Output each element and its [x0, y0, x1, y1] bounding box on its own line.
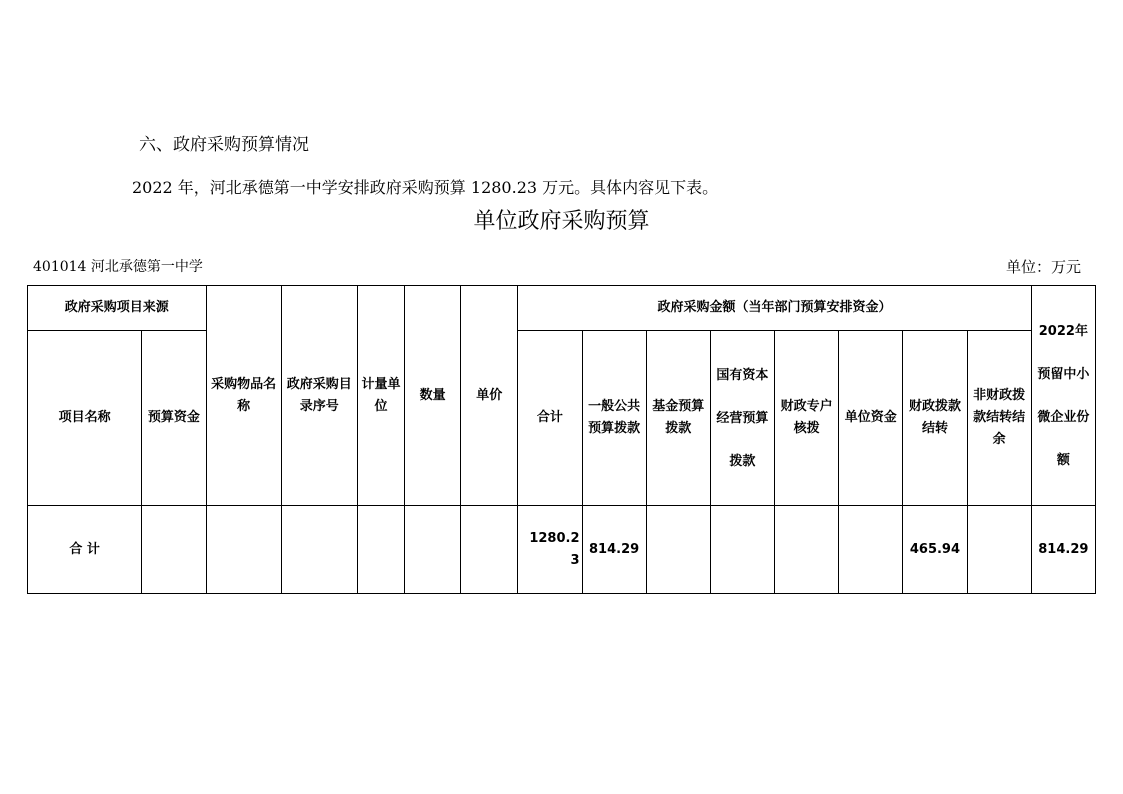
header-unit-fund: 单位资金 — [839, 331, 903, 506]
header-fiscal-special: 财政专户核拨 — [775, 331, 839, 506]
header-unit-price: 单价 — [461, 286, 518, 506]
cell-fiscal-carryover: 465.94 — [903, 506, 967, 594]
header-amount-group: 政府采购金额（当年部门预算安排资金） — [518, 286, 1031, 331]
procurement-budget-table — [27, 285, 1096, 594]
cell-item-name: 合 计 — [28, 506, 142, 594]
cell-quantity — [405, 506, 461, 594]
header-total: 合计 — [518, 331, 582, 506]
header-nonfiscal-carryover: 非财政拨款结转结余 — [967, 331, 1031, 506]
header-goods-name: 采购物品名称 — [206, 286, 281, 506]
cell-goods-name — [206, 506, 281, 594]
header-fiscal-carryover: 财政拨款结转 — [903, 331, 967, 506]
cell-small-business: 814.29 — [1031, 506, 1095, 594]
header-fund-budget: 基金预算拨款 — [646, 331, 710, 506]
cell-general-budget: 814.29 — [582, 506, 646, 594]
unit-label: 单位：万元 — [1006, 258, 1082, 276]
header-catalog-no: 政府采购目录序号 — [281, 286, 357, 506]
cell-fund-budget — [646, 506, 710, 594]
section-title: 六、政府采购预算情况 — [139, 135, 309, 155]
cell-total: 1280.23 — [518, 506, 582, 594]
intro-paragraph: 2022 年，河北承德第一中学安排政府采购预算 1280.23 万元。具体内容见下表。 — [132, 178, 719, 197]
header-item-name: 项目名称 — [28, 331, 142, 506]
cell-nonfiscal-carryover — [967, 506, 1031, 594]
header-general-budget: 一般公共预算拨款 — [582, 331, 646, 506]
cell-budget-fund — [142, 506, 206, 594]
cell-unit-price — [461, 506, 518, 594]
cell-state-capital — [710, 506, 774, 594]
unit-code: 401014 河北承德第一中学 — [33, 259, 203, 275]
header-state-capital: 国有资本经营预算拨款 — [710, 331, 774, 506]
header-small-business: 2022年预留中小微企业份额 — [1031, 286, 1095, 506]
table-row — [28, 506, 1096, 594]
cell-measure-unit — [357, 506, 404, 594]
cell-catalog-no — [281, 506, 357, 594]
cell-fiscal-special — [775, 506, 839, 594]
header-budget-fund: 预算资金 — [142, 331, 206, 506]
header-source-group: 政府采购项目来源 — [28, 286, 207, 331]
cell-unit-fund — [839, 506, 903, 594]
header-quantity: 数量 — [405, 286, 461, 506]
table-title: 单位政府采购预算 — [473, 209, 650, 234]
header-measure-unit: 计量单位 — [357, 286, 404, 506]
